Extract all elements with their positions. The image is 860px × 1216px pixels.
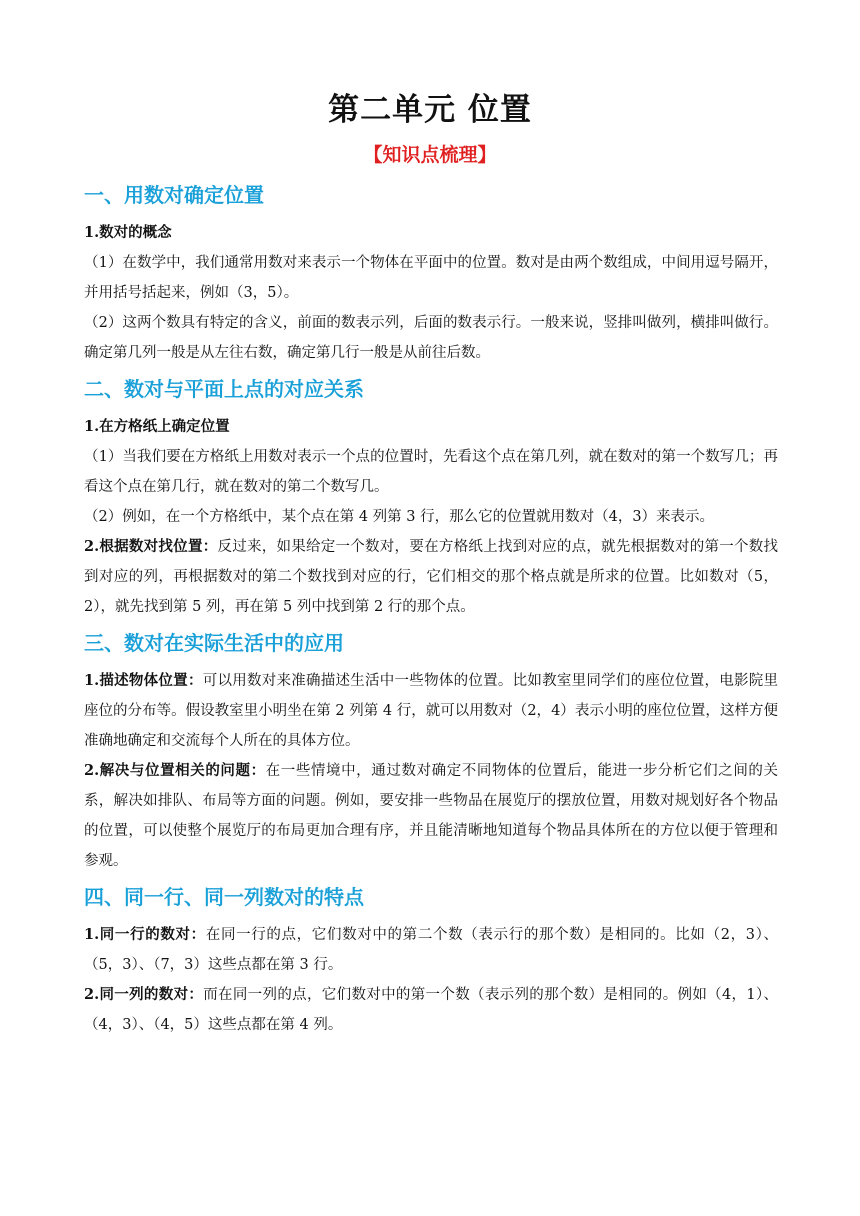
paragraph-text: （1）当我们要在方格纸上用数对表示一个点的位置时，先看这个点在第几列，就在数对的第一个数写几；再看这个点在第几行，就在数对的第二个数写几。 <box>84 449 778 495</box>
paragraph <box>84 920 778 980</box>
paragraph-text: 在同一行的点，它们数对中的第二个数（表示行的那个数）是相同的。比如（2，3）、（5，3）、（7，3）这些点都在第 3 行。 <box>84 927 778 973</box>
paragraph <box>84 248 778 308</box>
paragraph <box>84 756 778 876</box>
paragraph <box>84 666 778 756</box>
paragraph <box>84 308 778 368</box>
paragraph <box>84 532 778 622</box>
paragraph-label: 1.同一行的数对： <box>84 926 206 943</box>
paragraph-label: 2.根据数对找位置： <box>84 538 218 555</box>
paragraph <box>84 412 778 442</box>
section-heading: 一、用数对确定位置 <box>84 183 264 207</box>
paragraph-text: 反过来，如果给定一个数对，要在方格纸上找到对应的点，就先根据数对的第一个数找到对应的列，再根据数对的第二个数找到对应的行，它们相交的那个格点就是所求的位置。比如数对（5，2），就先找到第 5 列，再在第 5 列中找到第 2 行的那个点。 <box>84 539 779 615</box>
page-subtitle: 【知识点梳理】 <box>363 144 497 166</box>
paragraph-label: 2.解决与位置相关的问题： <box>84 762 266 779</box>
section-2 <box>84 374 778 622</box>
document-body <box>84 180 778 1040</box>
paragraph-text: 可以用数对来准确描述生活中一些物体的位置。比如教室里同学们的座位位置，电影院里座位的分布等。假设教室里小明坐在第 2 列第 4 行，就可以用数对（2，4）表示小明的座位位置，这样方便准确地确定和交流每个人所在的具体方位。 <box>84 673 778 749</box>
section-3 <box>84 628 778 876</box>
paragraph <box>84 980 778 1040</box>
section-heading: 三、数对在实际生活中的应用 <box>84 631 344 655</box>
section-heading: 四、同一行、同一列数对的特点 <box>84 885 364 909</box>
paragraph-text: 在一些情境中，通过数对确定不同物体的位置后，能进一步分析它们之间的关系，解决如排队、布局等方面的问题。例如，要安排一些物品在展览厅的摆放位置，用数对规划好各个物品的位置，可以使整个展览厅的布局更加合理有序，并且能清晰地知道每个物品具体所在的方位以便于管理和参观。 <box>84 763 778 869</box>
section-1 <box>84 180 778 368</box>
paragraph <box>84 442 778 502</box>
paragraph-label: 1.数对的概念 <box>84 224 172 241</box>
page-title: 第二单元 位置 <box>328 92 532 128</box>
paragraph <box>84 502 778 532</box>
paragraph-label: 1.描述物体位置： <box>84 672 203 689</box>
paragraph-label: 1.在方格纸上确定位置 <box>84 418 230 435</box>
section-4 <box>84 882 778 1040</box>
paragraph-label: 2.同一列的数对： <box>84 986 204 1003</box>
paragraph-text: （1）在数学中，我们通常用数对来表示一个物体在平面中的位置。数对是由两个数组成，中间用逗号隔开，并用括号括起来，例如（3，5）。 <box>84 255 778 301</box>
paragraph-text: （2）例如，在一个方格纸中，某个点在第 4 列第 3 行，那么它的位置就用数对（4，3）来表示。 <box>84 509 715 525</box>
section-heading: 二、数对与平面上点的对应关系 <box>84 377 364 401</box>
paragraph <box>84 218 778 248</box>
paragraph-text: 而在同一列的点，它们数对中的第一个数（表示列的那个数）是相同的。例如（4，1）、（4，3）、（4，5）这些点都在第 4 列。 <box>84 987 778 1033</box>
paragraph-text: （2）这两个数具有特定的含义，前面的数表示列，后面的数表示行。一般来说，竖排叫做列，横排叫做行。确定第几列一般是从左往右数，确定第几行一般是从前往后数。 <box>84 315 778 361</box>
